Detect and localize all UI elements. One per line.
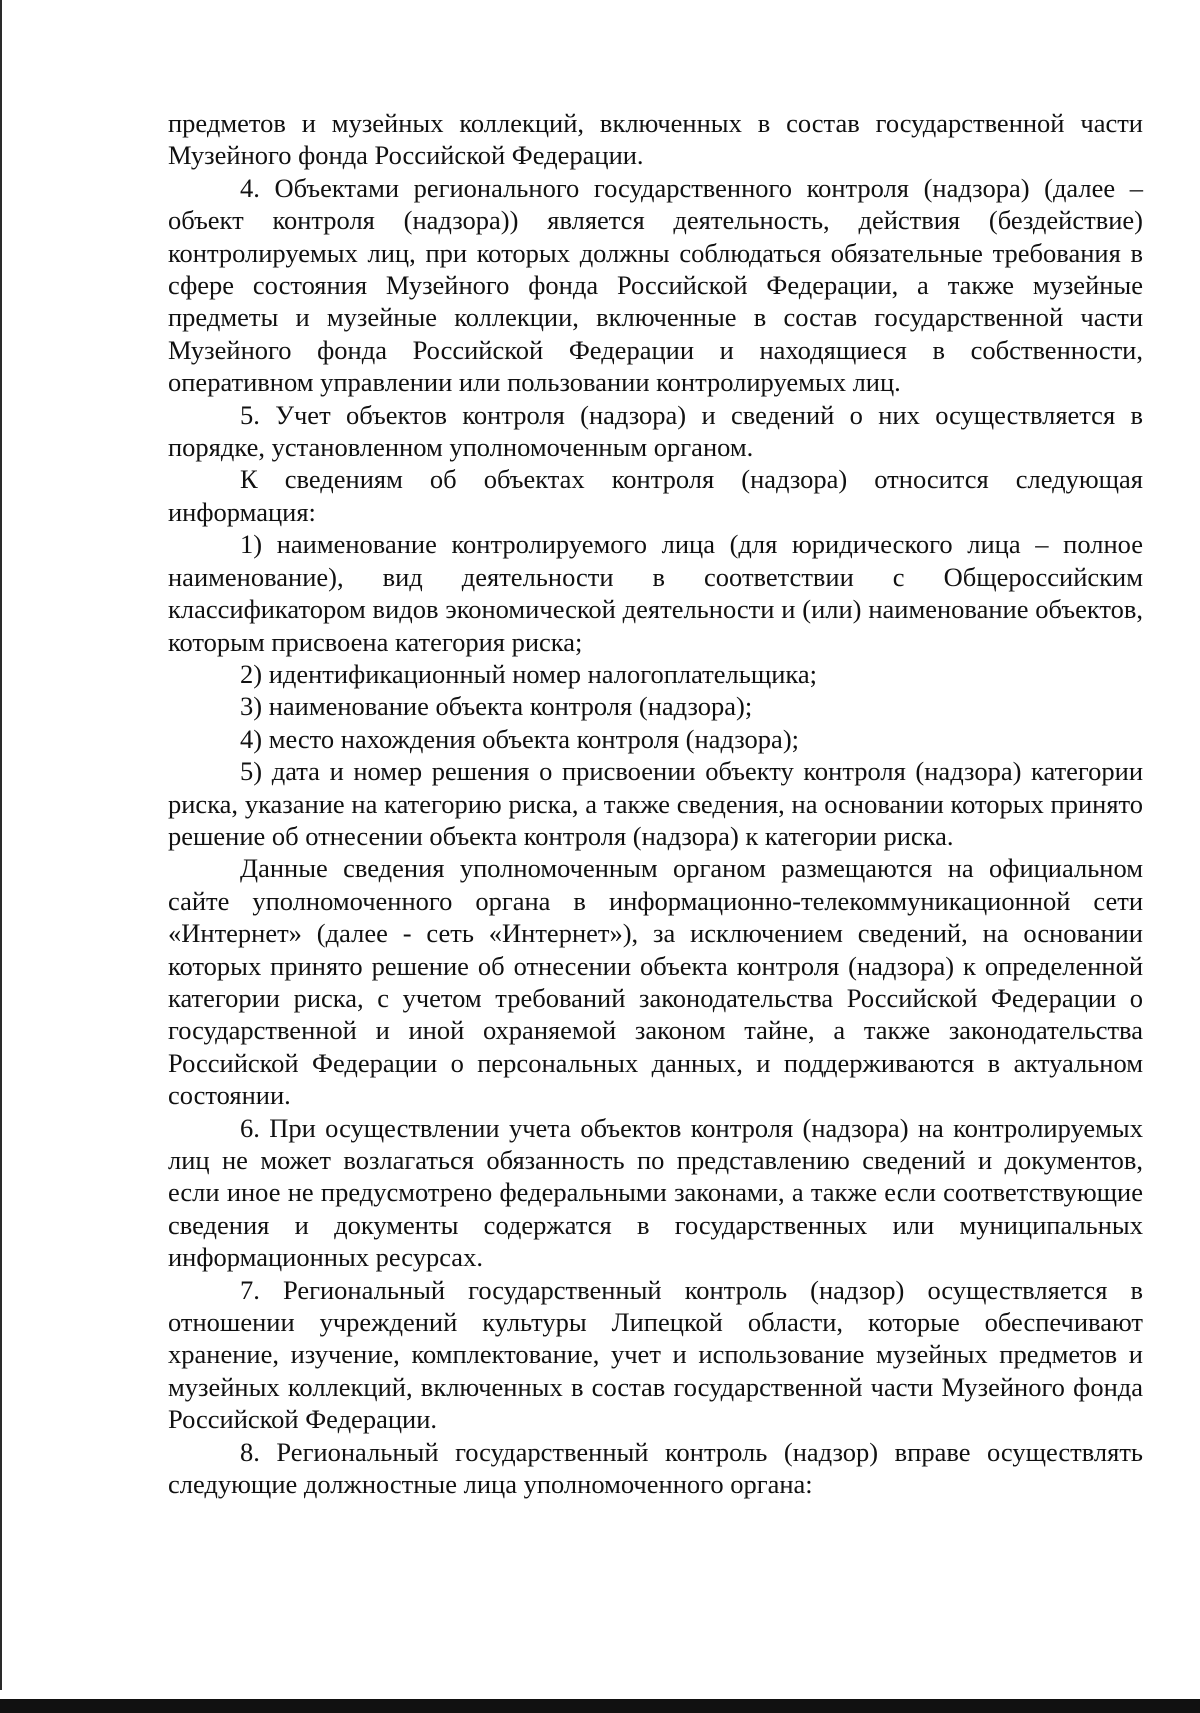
paragraph-item-8: 8. Региональный государственный контроль (надзор) вправе осуществлять следующие должностные лица уполномоченного органа: <box>168 1436 1143 1500</box>
list-item-4: 4) место нахождения объекта контроля (надзора); <box>240 723 800 754</box>
list-item-2: 2) идентификационный номер налогоплательщика; <box>240 658 818 689</box>
list-item-5: 5) дата и номер решения о присвоении объекту контроля (надзора) категории риска, указание на категорию риска, а также сведения, на основании которых принято решение об отнесении объекта контроля (надзора) к категории риска. <box>168 756 1143 851</box>
scan-left-edge <box>0 0 2 1690</box>
paragraph-data-publication: Данные сведения уполномоченным органом размещаются на официальном сайте уполномоченного органа в информационно-телекоммуникационной сети «Интернет» (далее - сеть «Интернет»), за исключением сведений, на основании которых принято решение об отнесении объекта контроля (надзора) к определенной категории риска, с учетом требований законодательства Российской Федерации о государственной и иной охраняемой законом тайне, а также законодательства Российской Федерации о персональных данных, и поддерживаются в актуальном состоянии. <box>168 853 1143 1111</box>
paragraph-info-intro: К сведениям об объектах контроля (надзора) относится следующая информация: <box>168 464 1143 527</box>
paragraph-item-5: 5. Учет объектов контроля (надзора) и сведений о них осуществляется в порядке, установленном уполномоченным органом. <box>168 399 1143 463</box>
paragraph-item-6: 6. При осуществлении учета объектов контроля (надзора) на контролируемых лиц не может возлагаться обязанность по представлению сведений и документов, если иное не предусмотрено федеральными законами, а также если соответствующие сведения и документы содержатся в государственных или муниципальных информационных ресурсах. <box>168 1112 1143 1273</box>
paragraph-continuation: предметов и музейных коллекций, включенных в состав государственной части Музейного фонда Российской Федерации. <box>168 108 1143 171</box>
scan-bottom-edge <box>0 1699 1200 1713</box>
list-item-1: 1) наименование контролируемого лица (для юридического лица – полное наименование), вид деятельности в соответствии с Общероссийским классификатором видов экономической деятельности и (или) наименование объектов, которым присвоена категория риска; <box>168 529 1143 657</box>
paragraph-item-4: 4. Объектами регионального государственного контроля (надзора) (далее – объект контроля (надзора)) является деятельность, действия (бездействие) контролируемых лиц, при которых должны соблюдаться обязательные требования в сфере состояния Музейного фонда Российской Федерации, а также музейные предметы и музейные коллекции, включенные в состав государственной части Музейного фонда Российской Федерации и находящиеся в собственности, оперативном управлении или пользовании контролируемых лиц. <box>168 172 1143 398</box>
document-body <box>168 107 1143 1500</box>
list-item-3: 3) наименование объекта контроля (надзора); <box>240 691 753 722</box>
paragraph-item-7: 7. Региональный государственный контроль (надзор) осуществляется в отношении учреждений культуры Липецкой области, которые обеспечивают хранение, изучение, комплектование, учет и использование музейных предметов и музейных коллекций, включенных в состав государственной части Музейного фонда Российской Федерации. <box>168 1274 1143 1435</box>
